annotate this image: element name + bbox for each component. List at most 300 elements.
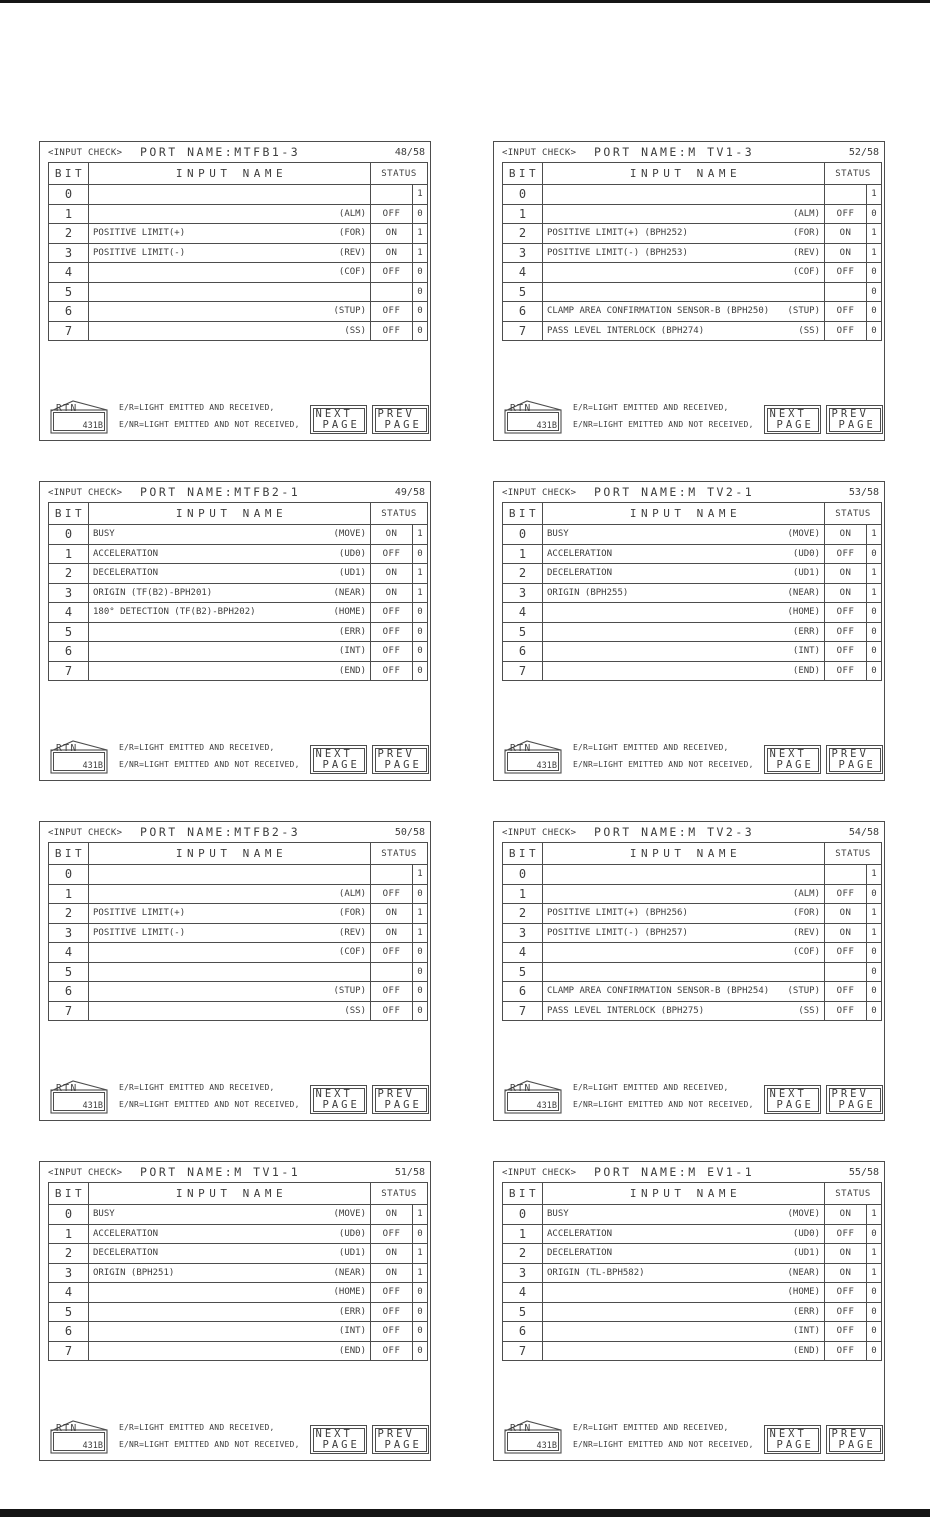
bit-row — [503, 904, 882, 924]
input-table — [502, 502, 882, 681]
table-header-row — [503, 503, 882, 525]
rtn-label: RTN — [56, 403, 78, 414]
bit-row — [503, 923, 882, 943]
port-name: PORT NAME:M TV1-3 — [594, 145, 755, 159]
bit-number: 7 — [503, 1001, 543, 1021]
bit-value: 0 — [413, 622, 428, 642]
input-name-content — [89, 908, 370, 918]
input-table — [502, 842, 882, 1021]
input-name-content — [89, 588, 370, 598]
rtn-code: 431B — [82, 421, 103, 431]
status-column-header: STATUS — [825, 163, 882, 185]
page-number: 48/58 — [394, 147, 425, 158]
input-name-text: ACCELERATION — [547, 548, 613, 559]
input-table — [48, 502, 428, 681]
input-check-panel — [39, 141, 431, 441]
input-name-column-header: INPUT NAME — [543, 1183, 825, 1205]
table-header-row — [503, 843, 882, 865]
bit-value: 1 — [413, 564, 428, 584]
input-name-cell — [543, 185, 825, 205]
bit-value: 0 — [867, 1302, 882, 1322]
bit-row — [49, 1244, 428, 1264]
legend-line-2: E/NR=LIGHT EMITTED AND NOT RECEIVED, — [573, 759, 754, 769]
status-value — [825, 282, 867, 302]
rtn-button[interactable] — [504, 738, 562, 774]
bit-row — [49, 224, 428, 244]
prev-page-label-line1: PREV — [831, 1087, 869, 1100]
panel-header — [494, 1164, 884, 1181]
status-value: ON — [825, 564, 867, 584]
bit-number: 5 — [49, 282, 89, 302]
input-name-cell — [89, 1302, 371, 1322]
input-name-text: POSITIVE LIMIT(+) (BPH252) — [547, 228, 688, 239]
prev-page-label-line2: PAGE — [384, 758, 422, 771]
bit-number: 0 — [49, 525, 89, 545]
input-name-cell — [89, 302, 371, 322]
next-page-button[interactable] — [764, 405, 821, 434]
bit-rows — [49, 185, 428, 341]
input-name-content — [89, 1268, 370, 1278]
status-value: OFF — [825, 622, 867, 642]
next-page-button[interactable] — [310, 1425, 367, 1454]
bit-number: 1 — [49, 544, 89, 564]
bit-row — [503, 1244, 882, 1264]
signal-code: (SS) — [344, 325, 366, 336]
status-value: OFF — [825, 1341, 867, 1361]
bit-row — [49, 583, 428, 603]
status-value: ON — [825, 1205, 867, 1225]
next-page-label-line2: PAGE — [322, 1098, 360, 1111]
bit-value: 0 — [867, 1224, 882, 1244]
bit-rows — [49, 865, 428, 1021]
next-page-button-face — [767, 748, 819, 772]
status-value: OFF — [825, 603, 867, 623]
bit-value: 1 — [413, 865, 428, 885]
input-name-text: POSITIVE LIMIT(-) — [93, 247, 186, 258]
status-value: OFF — [825, 982, 867, 1002]
input-name-content — [89, 529, 370, 539]
rtn-button[interactable] — [50, 738, 108, 774]
rtn-label: RTN — [56, 1423, 78, 1434]
bit-row — [503, 622, 882, 642]
bit-number: 1 — [503, 544, 543, 564]
page-number: 54/58 — [848, 827, 879, 838]
port-name: PORT NAME:M TV1-1 — [140, 1165, 301, 1179]
signal-code: (HOME) — [787, 1287, 820, 1298]
bit-value: 1 — [413, 243, 428, 263]
input-name-content — [89, 306, 370, 316]
status-value — [825, 865, 867, 885]
bit-row — [49, 1205, 428, 1225]
input-table — [48, 162, 428, 341]
table-header-row — [49, 163, 428, 185]
screen-tag: <INPUT CHECK> — [48, 1168, 123, 1178]
next-page-button[interactable] — [764, 745, 821, 774]
next-page-button[interactable] — [764, 1425, 821, 1454]
status-column-header: STATUS — [825, 503, 882, 525]
bit-value: 0 — [413, 204, 428, 224]
input-name-content — [543, 1307, 824, 1317]
bit-value: 0 — [413, 982, 428, 1002]
bit-number: 5 — [503, 282, 543, 302]
input-name-content — [543, 549, 824, 559]
status-value: ON — [371, 224, 413, 244]
bit-row — [49, 982, 428, 1002]
input-name-content — [89, 1209, 370, 1219]
input-name-content — [89, 267, 370, 277]
input-name-content — [543, 607, 824, 617]
bit-row — [503, 1322, 882, 1342]
prev-page-button[interactable] — [372, 405, 429, 434]
bit-value: 1 — [413, 1244, 428, 1264]
prev-page-button-face — [829, 748, 881, 772]
signal-code: (COF) — [338, 947, 366, 958]
input-name-content — [543, 947, 824, 957]
input-name-content — [543, 627, 824, 637]
port-name: PORT NAME:M TV2-3 — [594, 825, 755, 839]
rtn-button[interactable] — [504, 1078, 562, 1114]
input-name-cell — [89, 185, 371, 205]
bit-value: 0 — [413, 302, 428, 322]
legend — [573, 1420, 754, 1453]
signal-code: (UD0) — [792, 1228, 820, 1239]
bit-number: 6 — [49, 982, 89, 1002]
signal-code: (MOVE) — [333, 529, 366, 540]
bit-number: 6 — [49, 1322, 89, 1342]
input-name-content — [543, 928, 824, 938]
bit-number: 5 — [49, 622, 89, 642]
status-value: ON — [825, 923, 867, 943]
next-page-button[interactable] — [310, 745, 367, 774]
next-page-button[interactable] — [764, 1085, 821, 1114]
next-page-label-line1: NEXT — [769, 747, 807, 760]
signal-code: (NEAR) — [787, 587, 820, 598]
signal-code: (ERR) — [792, 1306, 820, 1317]
input-name-cell — [543, 204, 825, 224]
status-value: OFF — [825, 204, 867, 224]
status-value: ON — [825, 1263, 867, 1283]
screen-tag: <INPUT CHECK> — [502, 148, 577, 158]
bit-number: 3 — [503, 243, 543, 263]
bit-row — [503, 1224, 882, 1244]
prev-page-button[interactable] — [826, 745, 883, 774]
input-name-cell — [543, 865, 825, 885]
bit-number: 2 — [503, 224, 543, 244]
prev-page-button-face — [829, 1428, 881, 1452]
prev-page-label-line2: PAGE — [838, 758, 876, 771]
next-page-button-face — [313, 1428, 365, 1452]
status-value: OFF — [825, 263, 867, 283]
bit-value: 0 — [867, 943, 882, 963]
input-name-content — [89, 326, 370, 336]
bit-value: 1 — [867, 923, 882, 943]
next-page-label-line1: NEXT — [315, 407, 353, 420]
bit-number: 3 — [49, 583, 89, 603]
bit-row — [503, 1283, 882, 1303]
input-name-text: POSITIVE LIMIT(+) (BPH256) — [547, 908, 688, 919]
prev-page-label-line2: PAGE — [384, 418, 422, 431]
input-name-content — [543, 1229, 824, 1239]
legend — [119, 400, 300, 433]
legend-line-2: E/NR=LIGHT EMITTED AND NOT RECEIVED, — [573, 1439, 754, 1449]
input-name-column-header: INPUT NAME — [543, 163, 825, 185]
next-page-button[interactable] — [310, 1085, 367, 1114]
bit-row — [49, 302, 428, 322]
prev-page-label-line1: PREV — [377, 1087, 415, 1100]
bit-row — [503, 583, 882, 603]
signal-code: (HOME) — [333, 1287, 366, 1298]
status-value — [371, 185, 413, 205]
rtn-button[interactable] — [504, 1418, 562, 1454]
bit-number: 3 — [503, 1263, 543, 1283]
status-value: ON — [371, 904, 413, 924]
prev-page-button[interactable] — [826, 1085, 883, 1114]
input-name-column-header: INPUT NAME — [89, 1183, 371, 1205]
input-name-content — [543, 1268, 824, 1278]
input-name-cell — [89, 865, 371, 885]
input-name-cell — [89, 1001, 371, 1021]
signal-code: (UD1) — [792, 568, 820, 579]
bit-row — [503, 603, 882, 623]
bit-number: 6 — [49, 302, 89, 322]
bit-row — [49, 923, 428, 943]
input-name-text: ORIGIN (BPH251) — [93, 1267, 175, 1278]
bit-row — [49, 525, 428, 545]
status-value: OFF — [371, 642, 413, 662]
input-name-content — [89, 1307, 370, 1317]
next-page-button-face — [767, 1428, 819, 1452]
input-check-panel — [493, 481, 885, 781]
prev-page-button[interactable] — [372, 1425, 429, 1454]
signal-code: (REV) — [338, 247, 366, 258]
input-name-content — [89, 1287, 370, 1297]
input-name-cell — [543, 321, 825, 341]
status-value: OFF — [371, 943, 413, 963]
input-name-cell — [543, 564, 825, 584]
input-name-cell — [89, 622, 371, 642]
panel-header — [40, 484, 430, 501]
bit-number: 2 — [503, 904, 543, 924]
input-name-cell — [543, 603, 825, 623]
status-value: ON — [371, 564, 413, 584]
next-page-label-line1: NEXT — [315, 1087, 353, 1100]
table-header-row — [49, 843, 428, 865]
bit-value: 1 — [867, 243, 882, 263]
status-value: ON — [371, 1205, 413, 1225]
status-value: OFF — [825, 884, 867, 904]
status-value: OFF — [371, 1224, 413, 1244]
status-value: OFF — [371, 544, 413, 564]
table-header-row — [503, 1183, 882, 1205]
status-value: ON — [825, 243, 867, 263]
bit-row — [49, 1302, 428, 1322]
bit-number: 1 — [503, 884, 543, 904]
input-name-text: CLAMP AREA CONFIRMATION SENSOR-B (BPH254) — [547, 986, 770, 997]
rtn-code: 431B — [536, 761, 557, 771]
prev-page-label-line1: PREV — [831, 407, 869, 420]
bit-number: 2 — [503, 564, 543, 584]
bit-value: 1 — [867, 525, 882, 545]
input-name-content — [543, 228, 824, 238]
status-column-header: STATUS — [371, 1183, 428, 1205]
page-number: 52/58 — [848, 147, 879, 158]
next-page-label-line1: NEXT — [315, 747, 353, 760]
bit-number: 3 — [503, 923, 543, 943]
bit-number: 5 — [49, 1302, 89, 1322]
screen-tag: <INPUT CHECK> — [48, 148, 123, 158]
legend — [573, 1080, 754, 1113]
signal-code: (UD1) — [338, 1248, 366, 1259]
input-name-content — [89, 1229, 370, 1239]
bit-value: 0 — [867, 282, 882, 302]
input-name-content — [89, 627, 370, 637]
bit-row — [503, 564, 882, 584]
rtn-button[interactable] — [504, 398, 562, 434]
input-name-cell — [543, 302, 825, 322]
rtn-button[interactable] — [50, 1418, 108, 1454]
bit-number: 4 — [49, 603, 89, 623]
input-name-cell — [543, 243, 825, 263]
bit-rows — [49, 1205, 428, 1361]
bit-number: 7 — [49, 661, 89, 681]
signal-code: (UD0) — [338, 1228, 366, 1239]
input-name-content — [89, 248, 370, 258]
status-value: OFF — [825, 1224, 867, 1244]
input-name-content — [543, 986, 824, 996]
rtn-code: 431B — [82, 1441, 103, 1451]
status-value: OFF — [371, 884, 413, 904]
input-name-text: BUSY — [547, 529, 569, 540]
input-name-content — [89, 666, 370, 676]
bit-row — [503, 982, 882, 1002]
input-table — [502, 1182, 882, 1361]
input-name-cell — [89, 603, 371, 623]
bit-value: 0 — [413, 282, 428, 302]
bit-column-header: BIT — [49, 163, 89, 185]
input-name-column-header: INPUT NAME — [543, 503, 825, 525]
rtn-code: 431B — [536, 1101, 557, 1111]
legend — [573, 740, 754, 773]
input-name-cell — [89, 1341, 371, 1361]
bit-number: 3 — [49, 1263, 89, 1283]
legend-line-2: E/NR=LIGHT EMITTED AND NOT RECEIVED, — [119, 759, 300, 769]
bit-value: 0 — [867, 263, 882, 283]
prev-page-button[interactable] — [372, 745, 429, 774]
input-name-cell — [543, 661, 825, 681]
rtn-label: RTN — [510, 403, 532, 414]
status-value — [371, 962, 413, 982]
bit-row — [503, 204, 882, 224]
input-name-cell — [543, 1244, 825, 1264]
input-name-content — [543, 529, 824, 539]
input-name-cell — [89, 224, 371, 244]
input-name-cell — [543, 1263, 825, 1283]
prev-page-button[interactable] — [826, 405, 883, 434]
bit-row — [49, 1224, 428, 1244]
bit-value: 1 — [867, 564, 882, 584]
page-number: 51/58 — [394, 1167, 425, 1178]
table-header-row — [49, 1183, 428, 1205]
bit-row — [49, 1001, 428, 1021]
bit-row — [49, 904, 428, 924]
legend-line-1: E/R=LIGHT EMITTED AND RECEIVED, — [573, 1083, 729, 1092]
bit-row — [49, 1283, 428, 1303]
input-check-panel — [493, 821, 885, 1121]
status-value: OFF — [825, 302, 867, 322]
legend — [119, 1080, 300, 1113]
legend — [119, 740, 300, 773]
input-name-text: POSITIVE LIMIT(-) — [93, 927, 186, 938]
bit-value: 0 — [413, 263, 428, 283]
signal-code: (INT) — [338, 646, 366, 657]
input-name-cell — [543, 904, 825, 924]
prev-page-button[interactable] — [826, 1425, 883, 1454]
bit-value: 0 — [867, 884, 882, 904]
port-name: PORT NAME:M EV1-1 — [594, 1165, 755, 1179]
bit-rows — [503, 1205, 882, 1361]
bit-value: 0 — [413, 962, 428, 982]
signal-code: (SS) — [798, 325, 820, 336]
input-check-panel — [39, 1161, 431, 1461]
rtn-button[interactable] — [50, 398, 108, 434]
bit-number: 1 — [49, 1224, 89, 1244]
input-table — [48, 1182, 428, 1361]
input-name-text: DECELERATION — [547, 1248, 613, 1259]
bit-number: 4 — [503, 603, 543, 623]
bit-value: 0 — [867, 1341, 882, 1361]
page-bottom-rule — [0, 1509, 930, 1517]
bit-number: 2 — [49, 564, 89, 584]
bit-value: 0 — [413, 1302, 428, 1322]
signal-code: (REV) — [792, 927, 820, 938]
bit-number: 4 — [49, 943, 89, 963]
signal-code: (COF) — [792, 267, 820, 278]
bit-value: 1 — [867, 1244, 882, 1264]
status-value — [371, 282, 413, 302]
bit-number: 5 — [503, 1302, 543, 1322]
signal-code: (END) — [792, 1345, 820, 1356]
next-page-button[interactable] — [310, 405, 367, 434]
status-value: OFF — [825, 544, 867, 564]
bit-row — [49, 204, 428, 224]
input-name-content — [543, 248, 824, 258]
status-value: ON — [825, 224, 867, 244]
signal-code: (COF) — [338, 267, 366, 278]
input-name-cell — [89, 962, 371, 982]
prev-page-label-line2: PAGE — [384, 1098, 422, 1111]
input-name-content — [543, 908, 824, 918]
prev-page-button-face — [375, 748, 427, 772]
bit-row — [503, 525, 882, 545]
signal-code: (UD0) — [792, 548, 820, 559]
rtn-button[interactable] — [50, 1078, 108, 1114]
bit-value: 0 — [413, 544, 428, 564]
status-value: OFF — [825, 1302, 867, 1322]
input-name-content — [89, 209, 370, 219]
next-page-button-face — [313, 408, 365, 432]
signal-code: (NEAR) — [787, 1267, 820, 1278]
bit-number: 4 — [49, 263, 89, 283]
input-name-cell — [543, 943, 825, 963]
next-page-label-line2: PAGE — [776, 758, 814, 771]
input-name-cell — [543, 622, 825, 642]
bit-number: 7 — [503, 1341, 543, 1361]
prev-page-button[interactable] — [372, 1085, 429, 1114]
signal-code: (ALM) — [792, 208, 820, 219]
bit-row — [503, 282, 882, 302]
status-value: OFF — [371, 1302, 413, 1322]
signal-code: (UD1) — [792, 1248, 820, 1259]
